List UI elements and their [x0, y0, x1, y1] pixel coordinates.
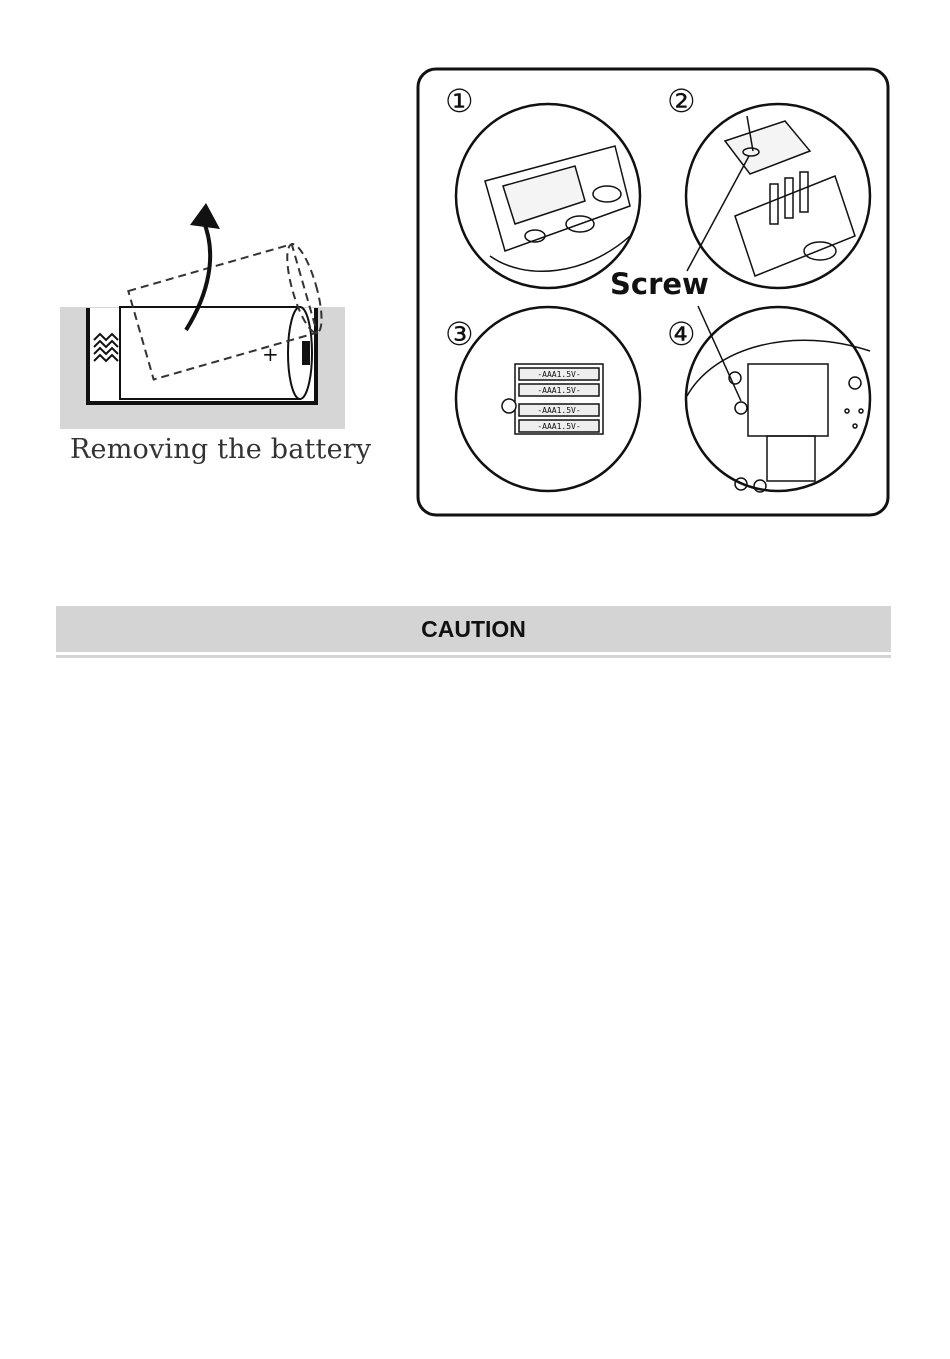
step-1-number: ① — [445, 82, 474, 120]
step-4-number: ④ — [667, 315, 696, 353]
battery-label-3: -AAA1.5V- — [537, 406, 581, 415]
step-2-number: ② — [667, 82, 696, 120]
caution-heading-bar — [56, 606, 891, 652]
battery-label-1: -AAA1.5V- — [537, 370, 581, 379]
figure-caption: Removing the battery — [70, 434, 372, 465]
caution-title: CAUTION — [421, 615, 526, 642]
battery-plus-sign: + — [262, 342, 279, 366]
caution-underline — [56, 655, 891, 658]
battery-removal-illustration — [58, 195, 348, 435]
battery-label-4: -AAA1.5V- — [537, 422, 581, 431]
step-3-number: ③ — [445, 315, 474, 353]
screw-label: Screw — [610, 267, 709, 301]
battery-label-2: -AAA1.5V- — [537, 386, 581, 395]
